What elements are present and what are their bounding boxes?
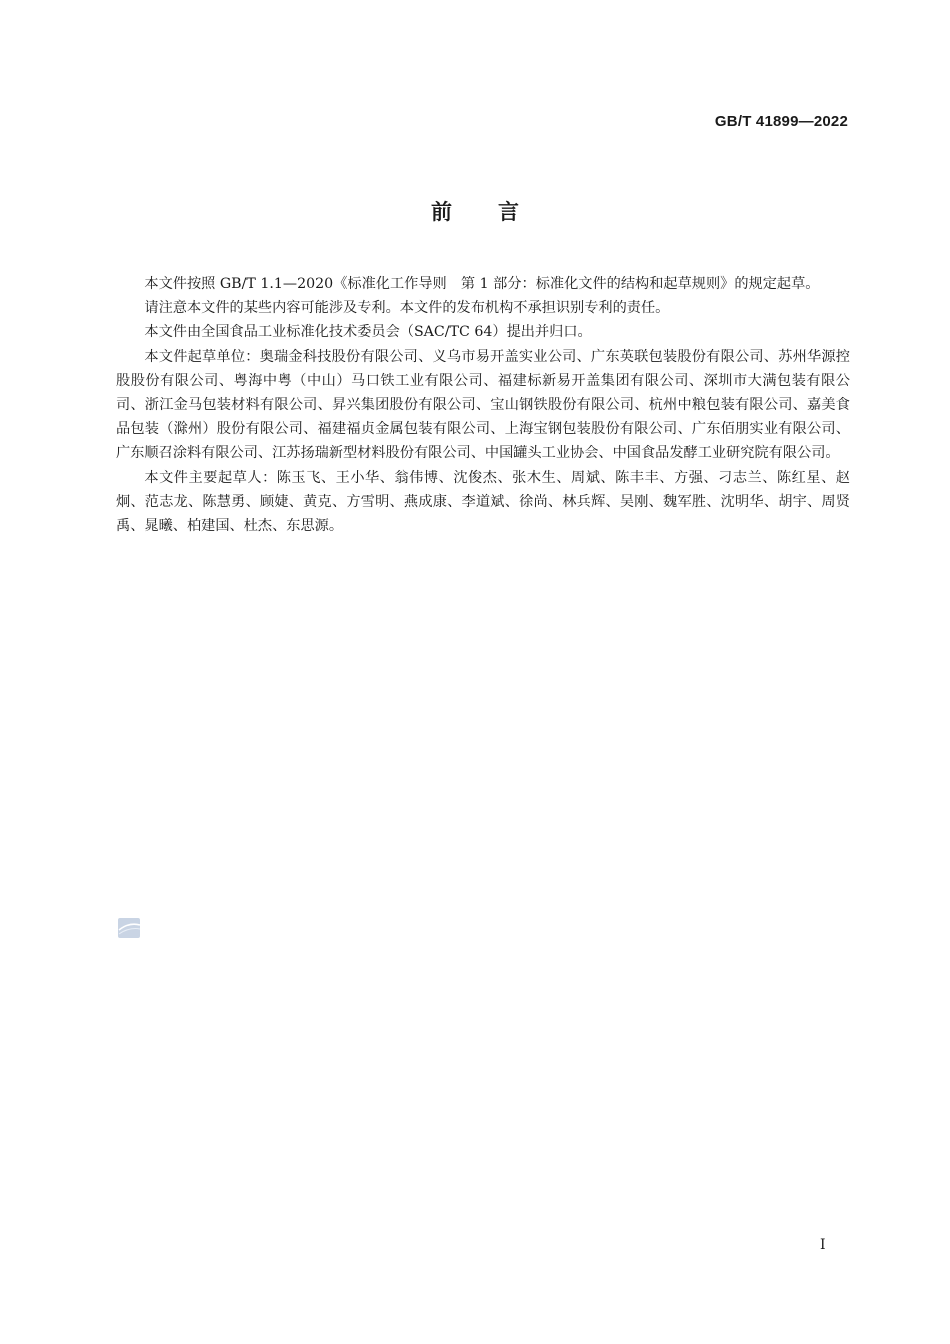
- paragraph-proposed-by: 本文件由全国食品工业标准化技术委员会（SAC/TC 64）提出并归口。: [144, 324, 592, 341]
- standard-number: GB/T 41899—2022: [714, 113, 848, 130]
- page-number: I: [820, 1237, 826, 1253]
- paragraph-drafting-rules: 本文件按照 GB/T 1.1—2020《标准化工作导则 第 1 部分：标准化文件的结构和起草规则》的规定起草。: [144, 276, 820, 292]
- page-title: 前言: [431, 200, 565, 224]
- paragraph-patent-notice: 请注意本文件的某些内容可能涉及专利。本文件的发布机构不承担识别专利的责任。: [144, 300, 670, 317]
- paragraph-drafting-units: 本文件起草单位：奥瑞金科技股份有限公司、义乌市易开盖实业公司、广东英联包装股份有限公司、苏州华源控股股份有限公司、粤海中粤（中山）马口铁工业有限公司、福建标新易开盖集团有限公司、深圳市大满包装有限公司、浙江金马包装材料有限公司、昇兴集团股份有限公司、宝山钢铁股份有限公司、杭州中粮包装有限公司、嘉美食品包装（滁州）股份有限公司、福建福贞金属包装有限公司、上海宝钢包装股份有限公司、广东佰朋实业有限公司、广东顺召涂料有限公司、江苏扬瑞新型材料股份有限公司、中国罐头工业协会、中国食品发酵工业研究院有限公司。: [116, 348, 850, 462]
- sac-logo-icon: [117, 916, 141, 940]
- foreword-body: [116, 272, 850, 538]
- paragraph-drafters: 本文件主要起草人：陈玉飞、王小华、翁伟博、沈俊杰、张木生、周斌、陈丰丰、方强、刁志兰、陈红星、赵炯、范志龙、陈慧勇、顾婕、黄克、方雪明、燕成康、李道斌、徐尚、林兵辉、吴刚、魏军胜、沈明华、胡宇、周贤禹、晁曦、柏建国、杜杰、东思源。: [116, 469, 850, 535]
